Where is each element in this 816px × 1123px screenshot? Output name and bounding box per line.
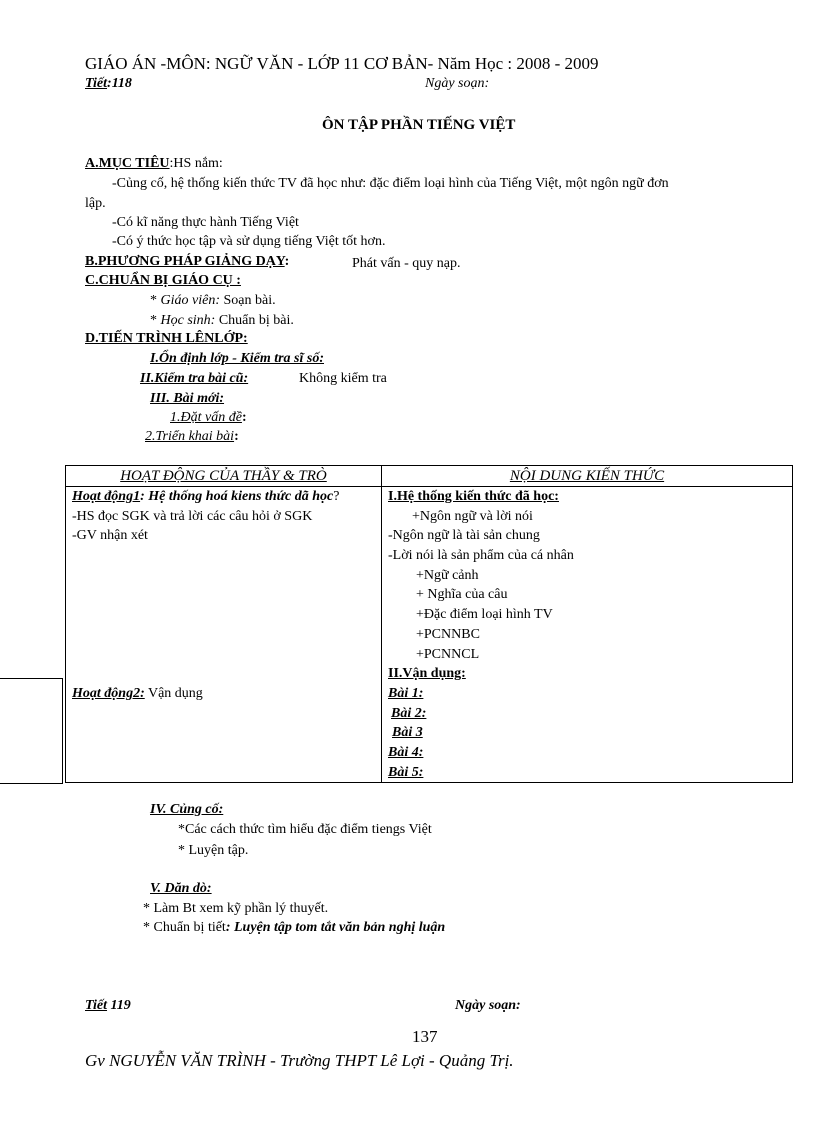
- page-number: 137: [412, 1027, 438, 1046]
- section-b-colon: :: [284, 254, 290, 269]
- knowledge-item: +Đặc điểm loại hình TV: [416, 607, 553, 623]
- exercise-item: Bài 1:: [388, 685, 424, 701]
- next-lesson: [85, 998, 131, 1014]
- activity-1-label: Hoạt động1: [72, 489, 141, 504]
- col-content-header-label: NỘI DUNG KIẾN THỨC: [509, 467, 665, 484]
- step-3-1: [170, 410, 247, 426]
- teacher-label: Giáo viên:: [160, 293, 220, 308]
- consolidation-1: *Các cách thức tìm hiểu đặc điểm tiengs Việt: [178, 822, 432, 837]
- next-tiet-number: 119: [110, 998, 131, 1013]
- homework-2: [143, 920, 445, 936]
- section-a-heading: A.MỤC TIÊU: [85, 156, 170, 171]
- activity-2-label: Hoạt động2:: [72, 686, 145, 702]
- section-d-heading: D.TIẾN TRÌNH LÊNLỚP:: [85, 331, 248, 346]
- homework-2-value: : Luyện tập tom tắt văn bản nghị luận: [225, 920, 446, 935]
- section-b: [85, 254, 289, 270]
- knowledge-item: -Ngôn ngữ là tài sản chung: [388, 528, 540, 544]
- knowledge-item: +PCNNCL: [416, 646, 480, 662]
- activity-1-mark: ?: [333, 489, 340, 504]
- objective-1: -Củng cố, hệ thống kiến thức TV đã học như: đặc điểm loại hình của Tiếng Việt, một ngôn ngữ đơn: [112, 176, 669, 191]
- step-3-2: [145, 429, 239, 445]
- activity-2: [72, 684, 375, 704]
- knowledge-item: + Nghĩa của câu: [416, 587, 508, 603]
- objective-3: -Có ý thức học tập và sử dụng tiếng Việt tốt hơn.: [112, 234, 386, 249]
- homework-2-prefix: * Chuẩn bị tiết: [143, 920, 226, 935]
- activity-1-line-1: -HS đọc SGK và trả lời các câu hỏi ở SGK: [72, 508, 313, 524]
- practice-heading: II.Vận dụng:: [388, 666, 466, 682]
- lesson-number: [85, 76, 132, 92]
- exercise-item: Bài 4:: [388, 744, 424, 760]
- activity-1-line-2: -GV nhận xét: [72, 528, 148, 544]
- activities-cell: [66, 487, 382, 783]
- footer-author: Gv NGUYỄN VĂN TRÌNH - Trường THPT Lê Lợi - Quảng Trị.: [85, 1051, 514, 1070]
- section-a: [85, 156, 223, 172]
- content-cell: [382, 487, 793, 783]
- exercise-item: Bài 2:: [391, 705, 427, 721]
- homework-1: * Làm Bt xem kỹ phần lý thuyết.: [143, 901, 329, 916]
- student-value: Chuẩn bị bài.: [218, 313, 294, 328]
- step-3-1-label: 1.Đặt vấn đề: [170, 410, 242, 425]
- step-2: II.Kiểm tra bài cũ:: [140, 371, 249, 386]
- activity-1-title: [72, 487, 375, 507]
- section-c-heading: C.CHUẨN BỊ GIÁO CỤ :: [85, 273, 241, 288]
- step-3: III. Bài mới:: [150, 391, 225, 406]
- objective-2: -Có kĩ năng thực hành Tiếng Việt: [112, 215, 299, 230]
- document-header-title: GIÁO ÁN -MÔN: NGỮ VĂN - LỚP 11 CƠ BẢN- Năm Học : 2008 - 2009: [85, 54, 599, 73]
- section-b-heading: B.PHƯƠNG PHÁP GIẢNG DẠY: [85, 254, 285, 269]
- step-2-value: Không kiểm tra: [299, 371, 387, 386]
- margin-box: [0, 678, 63, 784]
- next-date-prepared: Ngày soạn:: [455, 998, 521, 1013]
- knowledge-item: +PCNNBC: [416, 626, 480, 642]
- teacher-prep: * Giáo viên: Soạn bài.: [150, 293, 276, 308]
- exercise-item: Bài 5:: [388, 764, 424, 780]
- teacher-value: Soạn bài.: [223, 293, 276, 308]
- lesson-title: ÔN TẬP PHẦN TIẾNG VIỆT: [322, 117, 516, 133]
- knowledge-item: +Ngữ cảnh: [416, 567, 479, 583]
- objective-1-cont: lập.: [85, 196, 106, 211]
- section-iv-heading: IV. Củng cố:: [150, 802, 224, 817]
- activities-table: [65, 465, 793, 783]
- student-label: Học sinh:: [160, 313, 216, 328]
- knowledge-item: -Lời nói là sản phẩm của cá nhân: [388, 548, 574, 564]
- student-prep: * Học sinh: Chuẩn bị bài.: [150, 313, 294, 328]
- col-activities-header-label: HOẠT ĐỘNG CỦA THẦY & TRÒ: [120, 467, 327, 484]
- consolidation-2: * Luyện tập.: [178, 843, 249, 858]
- activity-2-value: Vận dụng: [147, 686, 203, 702]
- step-3-2-colon: :: [234, 429, 239, 444]
- knowledge-heading: I.Hệ thống kiến thức đã học:: [388, 489, 559, 504]
- tiet-label: Tiết: [85, 76, 108, 91]
- section-v-heading: V. Dăn dò:: [150, 881, 212, 896]
- col-activities-header: [66, 466, 382, 487]
- section-a-heading-suffix: :HS nắm:: [169, 156, 223, 171]
- teaching-method: Phát vấn - quy nạp.: [352, 256, 461, 271]
- activity-1-text: : Hệ thống hoá kiens thức dã học: [140, 489, 334, 504]
- step-3-2-label: 2.Triển khai bài: [145, 429, 235, 444]
- tiet-number: :118: [107, 76, 132, 91]
- step-1: I.Ổn định lớp - Kiểm tra sĩ số:: [150, 351, 324, 366]
- knowledge-item: +Ngôn ngữ và lời nói: [412, 508, 533, 524]
- exercise-item: Bài 3: [392, 725, 423, 741]
- step-3-1-colon: :: [241, 410, 247, 425]
- date-prepared-label: Ngày soạn:: [425, 76, 490, 91]
- col-content-header: [382, 466, 793, 487]
- next-tiet-label: Tiết: [85, 998, 108, 1013]
